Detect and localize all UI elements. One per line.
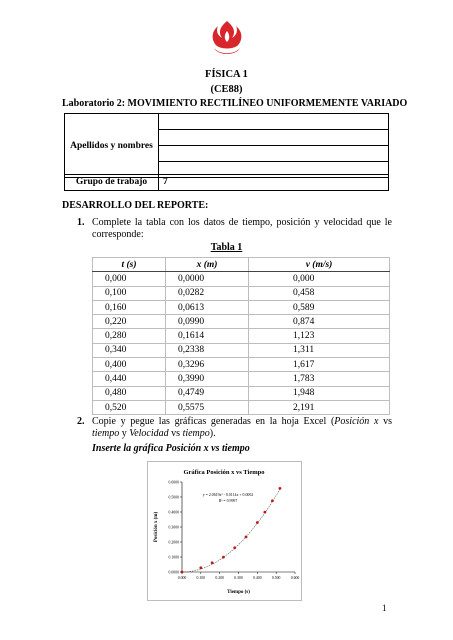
r-squared-label: R² = 0.9997: [218, 499, 238, 503]
position-cell: 0,3990: [165, 372, 248, 386]
velocity-cell: 1,617: [249, 358, 390, 372]
group-value: 7: [163, 177, 168, 187]
table-row: [93, 358, 390, 372]
q2-emphasis: tiempo: [182, 428, 210, 439]
question-1-text: Complete la tabla con los datos de tiempo, posición y velocidad que le corresponde:: [92, 217, 392, 240]
position-cell: 0,5575: [165, 400, 248, 414]
data-point: [222, 556, 225, 559]
position-cell: 0,0282: [165, 286, 248, 300]
velocity-cell: 0,000: [249, 272, 390, 286]
group-row: [64, 174, 389, 191]
time-cell: 0,400: [93, 358, 166, 372]
data-table: [92, 257, 390, 415]
table-header-row: [93, 258, 390, 272]
velocity-cell: 1,783: [249, 372, 390, 386]
time-cell: 0,280: [93, 329, 166, 343]
data-point: [233, 546, 236, 549]
time-cell: 0,000: [93, 272, 166, 286]
y-tick-label: 0.2000: [168, 540, 179, 545]
name-entry-field[interactable]: [159, 114, 388, 130]
question-1-number: 1.: [77, 217, 85, 228]
q2-text-part: vs: [378, 416, 392, 427]
time-cell: 0,480: [93, 386, 166, 400]
data-point: [245, 536, 248, 539]
q2-text-part: Copie y pegue las gráficas generadas en la hoja Excel (: [92, 416, 335, 427]
q2-text-part: ).: [209, 428, 216, 439]
y-tick-label: 0.5000: [168, 495, 179, 500]
names-label: Apellidos y nombres: [65, 114, 159, 178]
x-tick-label: 0.300: [234, 576, 243, 580]
position-cell: 0,2338: [165, 343, 248, 357]
data-point: [263, 511, 266, 514]
q2-emphasis: tiempo: [92, 428, 120, 439]
column-header-velocity: v (m/s): [249, 258, 390, 272]
data-point: [271, 499, 274, 502]
q2-emphasis: Velocidad: [129, 428, 169, 439]
velocity-cell: 1,311: [249, 343, 390, 357]
x-tick-label: 0.100: [196, 576, 206, 580]
y-axis-label: Posición x (m): [154, 511, 159, 543]
position-cell: 0,0613: [165, 300, 248, 314]
data-point: [211, 561, 214, 564]
student-info-table: [64, 113, 389, 178]
column-header-time: t (s): [93, 258, 166, 272]
table-row: [93, 300, 390, 314]
q2-emphasis: Posición x: [334, 416, 379, 427]
column-header-position: x (m): [165, 258, 248, 272]
position-cell: 0,3296: [165, 358, 248, 372]
y-tick-label: 0.0000: [168, 570, 179, 575]
table-row: [93, 400, 390, 414]
name-entry-field[interactable]: [159, 130, 388, 146]
x-tick-label: 0.200: [215, 576, 224, 580]
section-heading: DESARROLLO DEL REPORTE:: [62, 200, 209, 211]
table-row: [93, 343, 390, 357]
position-cell: 0,0990: [165, 315, 248, 329]
university-logo: [206, 18, 248, 58]
velocity-cell: 0,458: [249, 286, 390, 300]
table-row: [93, 315, 390, 329]
position-cell: 0,1614: [165, 329, 248, 343]
chart-svg: [148, 462, 301, 600]
q2-text-part: y: [119, 428, 130, 439]
question-2-text: [92, 416, 392, 440]
table-row: [93, 372, 390, 386]
table-caption: Tabla 1: [210, 242, 243, 253]
x-tick-label: 0.400: [253, 576, 262, 580]
x-tick-label: 0.500: [271, 576, 281, 580]
velocity-cell: 0,874: [249, 315, 390, 329]
y-tick-label: 0.1000: [168, 555, 179, 560]
y-tick-label: 0.4000: [168, 510, 179, 515]
time-cell: 0,340: [93, 343, 166, 357]
name-entry-field[interactable]: [159, 146, 388, 162]
lab-title: Laboratorio 2: MOVIMIENTO RECTILÍNEO UNIFORMEMENTE VARIADO: [62, 98, 408, 109]
y-tick-label: 0.3000: [168, 525, 179, 530]
group-label: Grupo de trabajo: [65, 175, 159, 190]
chart-title: Gráfica Posición x vs Tiempo: [183, 469, 265, 476]
course-code: (CE88): [210, 84, 243, 95]
course-title: FÍSICA 1: [205, 69, 248, 80]
flame-logo-icon: [206, 18, 248, 58]
position-cell: 0,4749: [165, 386, 248, 400]
data-point: [256, 521, 259, 524]
position-cell: 0,0000: [165, 272, 248, 286]
table-row: [93, 386, 390, 400]
x-tick-label: 0.000: [177, 576, 187, 580]
x-axis-label: Tiempo (s): [227, 590, 250, 595]
time-cell: 0,220: [93, 315, 166, 329]
x-tick-label: 0.600: [290, 576, 300, 580]
data-point: [181, 571, 184, 574]
page-number: 1: [382, 603, 387, 613]
question-2-number: 2.: [77, 416, 85, 427]
table-row: [93, 272, 390, 286]
velocity-cell: 1,123: [249, 329, 390, 343]
time-cell: 0,160: [93, 300, 166, 314]
velocity-cell: 1,948: [249, 386, 390, 400]
trendline-equation: y = 2.0619x² - 0.0114x + 0.0002: [202, 493, 254, 497]
time-cell: 0,440: [93, 372, 166, 386]
names-entries: [159, 114, 389, 178]
table-row: [93, 286, 390, 300]
position-time-chart: [147, 461, 302, 601]
insert-graph-label: Inserte la gráfica Posición x vs tiempo: [92, 443, 250, 454]
velocity-cell: 0,589: [249, 300, 390, 314]
time-cell: 0,520: [93, 400, 166, 414]
data-point: [279, 487, 282, 490]
table-row: [93, 329, 390, 343]
y-tick-label: 0.6000: [168, 480, 179, 485]
data-point: [199, 566, 202, 569]
velocity-cell: 2,191: [249, 400, 390, 414]
q2-text-part: vs: [168, 428, 183, 439]
time-cell: 0,100: [93, 286, 166, 300]
